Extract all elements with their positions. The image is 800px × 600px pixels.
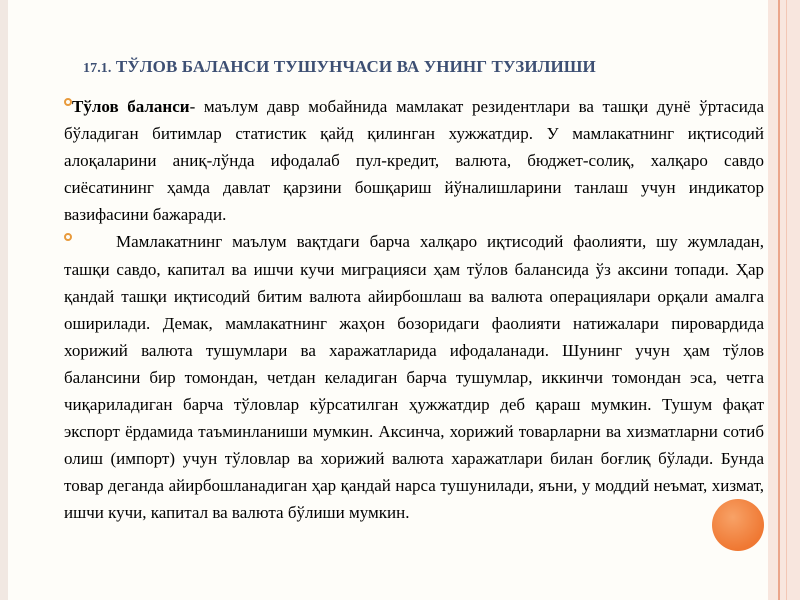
term-bold: Тўлов баланси bbox=[72, 97, 190, 116]
paragraph-2 bbox=[64, 228, 764, 526]
paragraph-2-text: Мамлакатнинг маълум вақтдаги барча халқаро иқтисодий фаолияти, шу жумладан, ташқи савдо, капитал ва ишчи кучи миграцияси ҳам тўлов балансида ўз аксини топади. Ҳар қандай ташқи иқтисодий битим валюта айирбошлаш ва валюта операциялари орқали амалга оширилади. Демак, мамлакатнинг жаҳон бозоридаги фаолияти натижалари пировардида хорижий валюта тушумлари ва харажатларида ифодаланади. Шунинг учун ҳам тўлов балансини бир томондан, четдан келадиган барча тушумлар, иккинчи томондан эса, четга чиқариладиган барча тўловлар кўрсатилган ҳужжатдир деб қараш мумкин. Тушум фақат экспорт ёрдамида таъминланиши мумкин. Аксинча, хорижий товарларни ва хизматларни сотиб олиш (импорт) учун тўловлар ва хорижий валюта харажатлари билан боғлиқ бўлади. Бунда товар деганда айирбошланадиган ҳар қандай нарса тушунилади, яъни, у моддий неъмат, хизмат, ишчи кучи, капитал ва валюта бўлиши мумкин. bbox=[64, 232, 764, 523]
slide-title bbox=[83, 57, 703, 77]
left-border bbox=[0, 0, 8, 600]
bullet-circle-icon bbox=[64, 98, 72, 106]
paragraph-1-text: - маълум давр мобайнида мамлакат резидентлари ва ташқи дунё ўртасида бўладиган битимлар статистик қайд қилинган хужжатдир. У мамлакатнинг иқтисодий алоқаларини аниқ-лўнда ифодалаб пул-кредит, валюта, бюджет-солиқ, халқаро савдо сиёсатининг ҳамда давлат қарзини бошқариш йўналишларини танлаш учун индикатор вазифасини бажаради. bbox=[64, 97, 764, 225]
bullet-circle-icon bbox=[64, 233, 72, 241]
title-number: 17.1. bbox=[83, 61, 112, 76]
title-text: ТЎЛОВ БАЛАНСИ ТУШУНЧАСИ ВА УНИНГ ТУЗИЛИШИ bbox=[115, 57, 596, 76]
right-border-line bbox=[778, 0, 780, 600]
right-border bbox=[768, 0, 800, 600]
paragraph-1 bbox=[64, 93, 764, 228]
slide-content bbox=[64, 93, 764, 527]
decorative-circle bbox=[712, 499, 764, 551]
right-border-line-thin bbox=[786, 0, 787, 600]
